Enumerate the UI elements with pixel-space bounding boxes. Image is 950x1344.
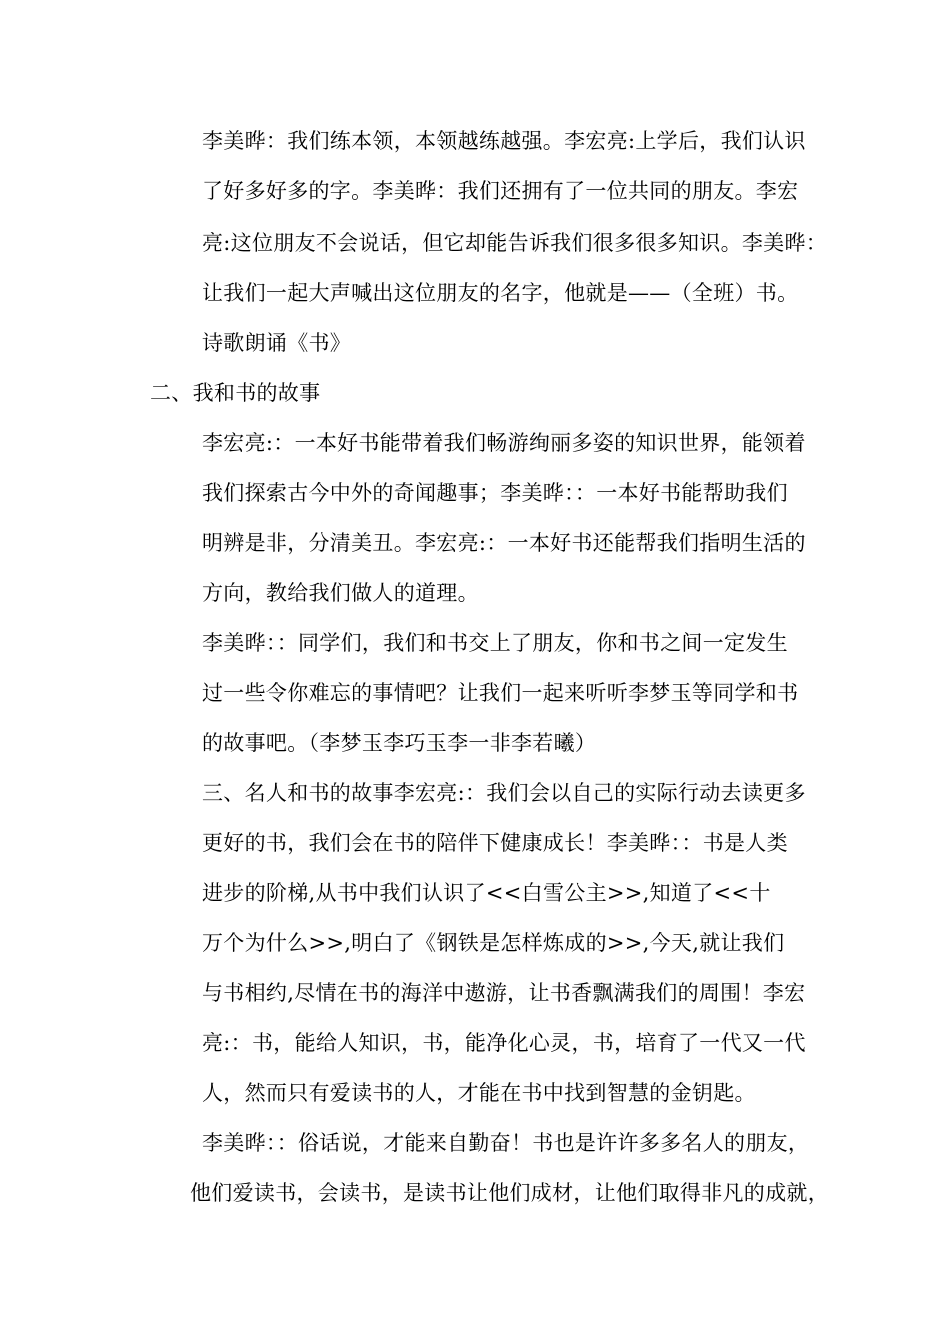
text-line: 亮:这位朋友不会说话，但它却能告诉我们很多很多知识。李美晔：: [202, 231, 828, 255]
text-line: 李美晔：我们练本领，本领越练越强。李宏亮:上学后，我们认识: [202, 129, 806, 153]
text-line: 亮:：书，能给人知识，书，能净化心灵，书，培育了一代又一代: [202, 1031, 806, 1055]
text-line: 李美晔：：俗话说，才能来自勤奋！书也是许许多多名人的朋友，: [202, 1131, 810, 1155]
text-line: 让我们一起大声喊出这位朋友的名字，他就是——（全班）书。: [202, 281, 799, 305]
text-line: 方向，教给我们做人的道理。: [202, 581, 479, 605]
text-line: 与书相约,尽情在书的海洋中遨游，让书香飘满我们的周围！李宏: [202, 981, 806, 1005]
text-line: 的故事吧。（李梦玉李巧玉李一非李若曦）: [202, 731, 597, 755]
text-line: 他们爱读书，会读书，是读书让他们成材，让他们取得非凡的成就，: [190, 1181, 829, 1205]
text-line: 三、名人和书的故事李宏亮:：我们会以自己的实际行动去读更多: [202, 781, 806, 805]
section-heading: 二、我和书的故事: [150, 381, 321, 405]
text-line: 我们探索古今中外的奇闻趣事；李美晔：：一本好书能帮助我们: [202, 481, 788, 505]
text-line: 更好的书，我们会在书的陪伴下健康成长！李美晔：：书是人类: [202, 831, 788, 855]
text-line: 明辨是非，分清美丑。李宏亮:：一本好书还能帮我们指明生活的: [202, 531, 806, 555]
text-line: 李宏亮:：一本好书能带着我们畅游绚丽多姿的知识世界，能领着: [202, 431, 806, 455]
text-line: 诗歌朗诵《书》: [202, 331, 352, 355]
text-line: 进步的阶梯,从书中我们认识了<<白雪公主>>,知道了<<十: [202, 881, 771, 905]
text-line: 人，然而只有爱读书的人，才能在书中找到智慧的金钥匙。: [202, 1081, 756, 1105]
text-line: 了好多好多的字。李美晔：我们还拥有了一位共同的朋友。李宏: [202, 179, 799, 203]
text-line: 李美晔：：同学们，我们和书交上了朋友，你和书之间一定发生: [202, 631, 788, 655]
text-line: 过一些令你难忘的事情吧？让我们一起来听听李梦玉等同学和书: [202, 681, 799, 705]
text-line: 万个为什么>>,明白了《钢铁是怎样炼成的>>,今天,就让我们: [202, 931, 785, 955]
